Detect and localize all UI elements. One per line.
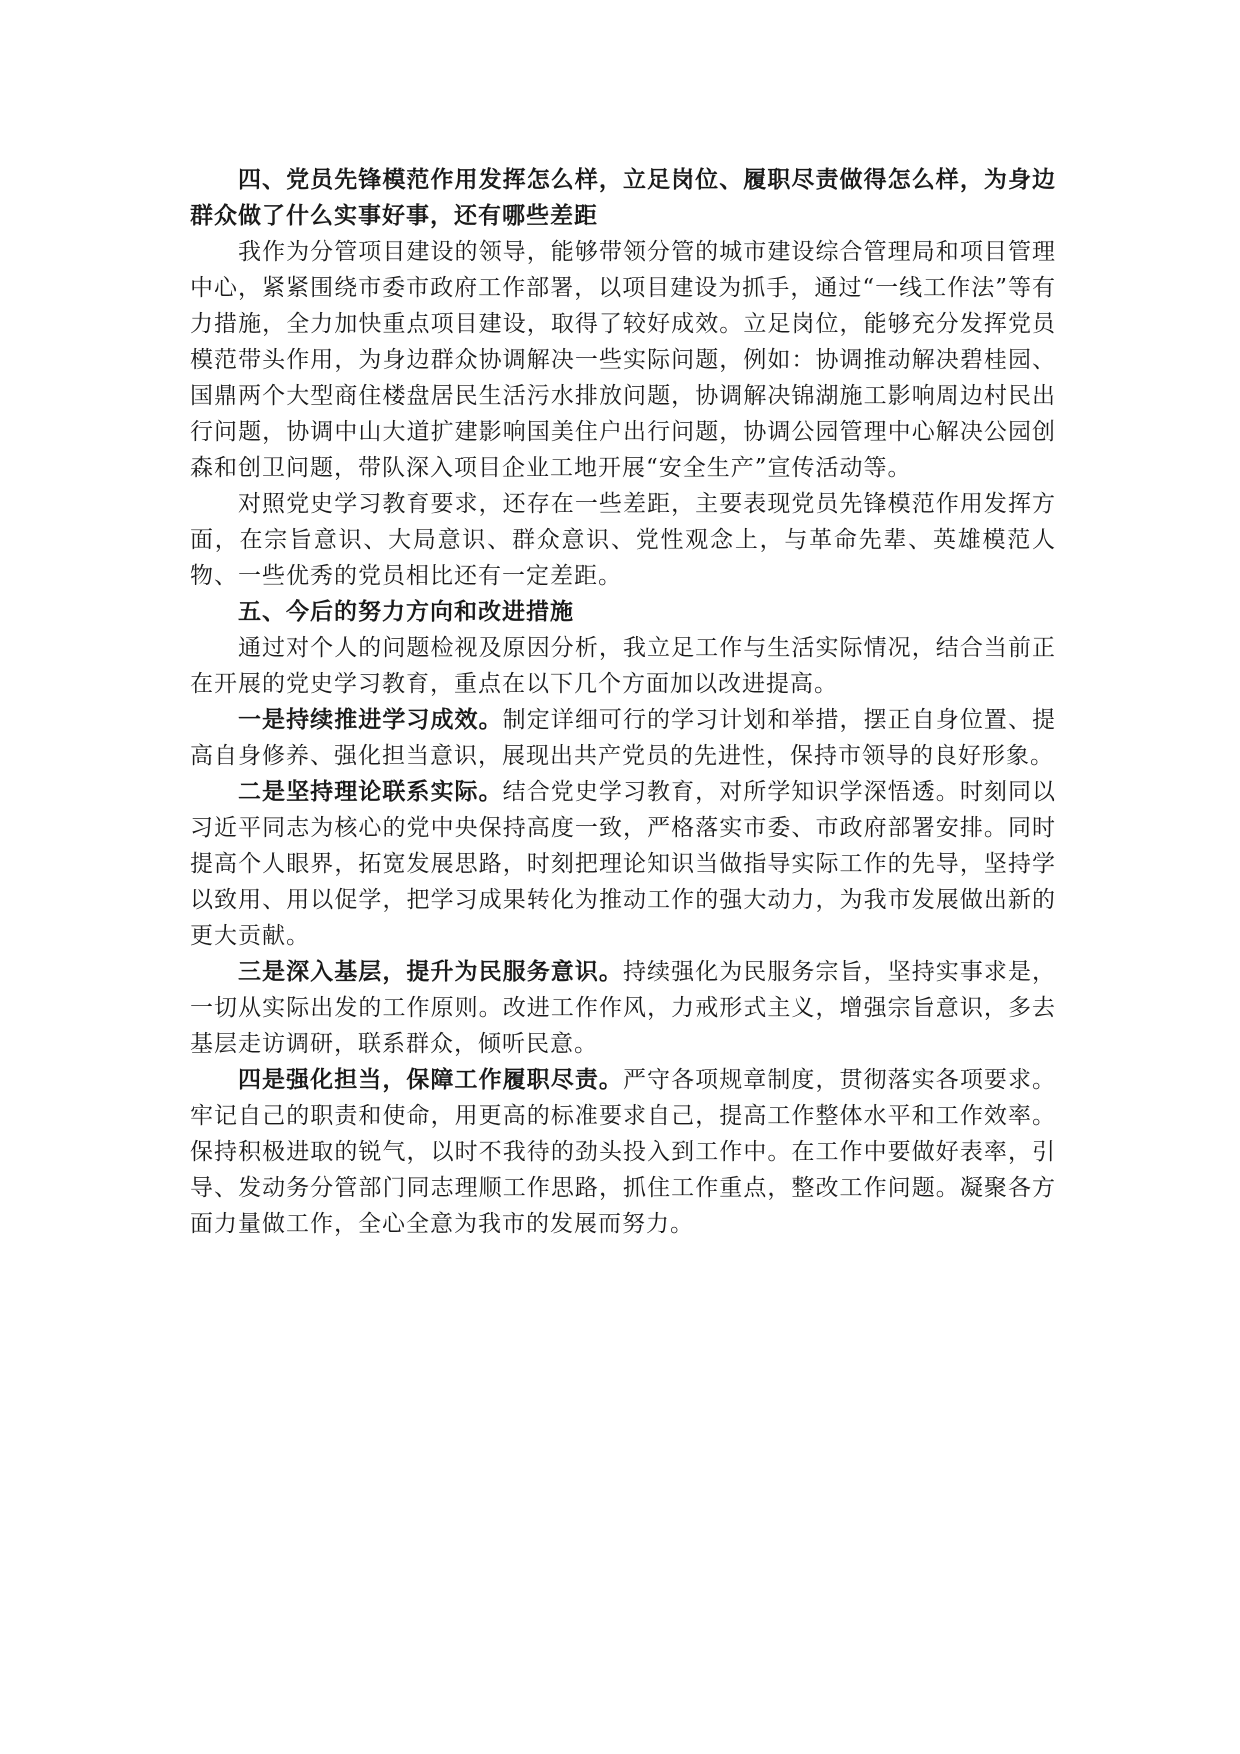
measure-item-2-lead: 二是坚持理论联系实际。 [238,778,503,805]
document-page [190,162,1056,1242]
measure-item-1 [190,702,1056,774]
section-4-paragraph-2: 对照党史学习教育要求，还存在一些差距，主要表现党员先锋模范作用发挥方面，在宗旨意识、大局意识、群众意识、党性观念上，与革命先辈、英雄模范人物、一些优秀的党员相比还有一定差距。 [190,491,1056,589]
measure-item-3 [190,954,1056,1062]
section-5-heading: 五、今后的努力方向和改进措施 [238,598,574,625]
section-5-intro: 通过对个人的问题检视及原因分析，我立足工作与生活实际情况，结合当前正在开展的党史学习教育，重点在以下几个方面加以改进提高。 [190,635,1056,697]
measure-item-2-text: 结合党史学习教育，对所学知识学深悟透。时刻同以习近平同志为核心的党中央保持高度一致，严格落实市委、市政府部署安排。同时提高个人眼界，拓宽发展思路，时刻把理论知识当做指导实际工作的先导，坚持学以致用、用以促学，把学习成果转化为推动工作的强大动力，为我市发展做出新的更大贡献。 [190,779,1057,949]
measure-item-4-text: 严守各项规章制度，贯彻落实各项要求。牢记自己的职责和使命，用更高的标准要求自己，提高工作整体水平和工作效率。保持积极进取的锐气，以时不我待的劲头投入到工作中。在工作中要做好表率，引导、发动务分管部门同志理顺工作思路，抓住工作重点，整改工作问题。凝聚各方面力量做工作，全心全意为我市的发展而努力。 [190,1067,1057,1237]
measure-item-1-lead: 一是持续推进学习成效。 [238,706,503,733]
section-4-paragraph-1: 我作为分管项目建设的领导，能够带领分管的城市建设综合管理局和项目管理中心，紧紧围绕市委市政府工作部署，以项目建设为抓手，通过“一线工作法”等有力措施，全力加快重点项目建设，取得了较好成效。立足岗位，能够充分发挥党员模范带头作用，为身边群众协调解决一些实际问题，例如：协调推动解决碧桂园、国鼎两个大型商住楼盘居民生活污水排放问题，协调解决锦湖施工影响周边村民出行问题，协调中山大道扩建影响国美住户出行问题，协调公园管理中心解决公园创森和创卫问题，带队深入项目企业工地开展“安全生产”宣传活动等。 [190,239,1056,481]
section-4-heading: 四、党员先锋模范作用发挥怎么样，立足岗位、履职尽责做得怎么样，为身边群众做了什么实事好事，还有哪些差距 [190,166,1056,229]
measure-item-3-lead: 三是深入基层，提升为民服务意识。 [238,958,623,985]
measure-item-1-text: 制定详细可行的学习计划和举措，摆正自身位置、提高自身修养、强化担当意识，展现出共产党员的先进性，保持市领导的良好形象。 [190,707,1057,769]
measure-item-4-lead: 四是强化担当，保障工作履职尽责。 [238,1066,623,1093]
measure-item-2 [190,774,1056,954]
measure-item-4 [190,1062,1056,1242]
measure-item-3-text: 持续强化为民服务宗旨，坚持实事求是，一切从实际出发的工作原则。改进工作作风，力戒形式主义，增强宗旨意识，多去基层走访调研，联系群众，倾听民意。 [190,959,1057,1057]
